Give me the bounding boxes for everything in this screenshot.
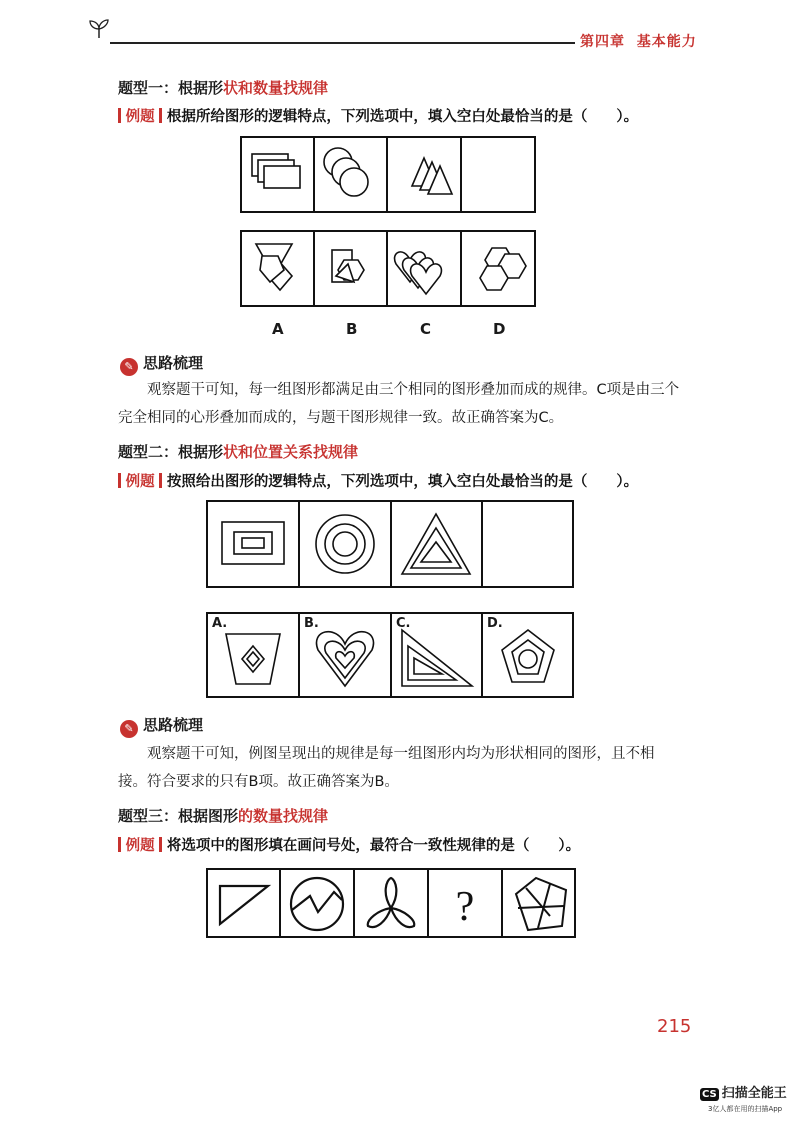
type2-analysis: 观察题干可知，例图呈现出的规律是每一组图形内均为形状相同的图形，且不相接。符合要求的只有B项。故正确答案为B。: [118, 746, 655, 790]
section-label: 基本能力: [636, 34, 697, 50]
option-d-label: D.: [487, 616, 503, 631]
scanner-watermark-sub: 3亿人都在用的扫描App: [708, 1105, 783, 1113]
nested-rectangles: [222, 522, 284, 564]
option-b-label: B: [346, 320, 358, 338]
grid-parallelogram-figure: [516, 878, 566, 930]
type3-figures: [206, 868, 578, 940]
header-rule: [110, 42, 575, 44]
chapter-label: 第四章: [580, 34, 625, 50]
thinking-icon: ✎: [120, 720, 138, 738]
type3-title: 题型三：根据图形的数量找规律: [118, 807, 329, 825]
type1-analysis: 观察题干可知，每一组图形都满足由三个相同的图形叠加而成的规律。C项是由三个完全相同的心形叠加而成的，与题干图形规律一致。故正确答案为C。: [118, 382, 680, 426]
type1-analysis-title: ✎ 思路梳理: [120, 352, 203, 376]
circle-zigzag-figure: [291, 878, 343, 930]
option-d-figure: [502, 630, 554, 682]
stacked-circles: [324, 148, 368, 196]
type2-analysis-title: ✎ 思路梳理: [120, 714, 203, 738]
thinking-icon: ✎: [120, 358, 138, 376]
chapter-header: [580, 31, 697, 51]
type1-options-figures: [240, 230, 540, 310]
nested-triangles: [402, 514, 470, 574]
option-b-label: B.: [304, 616, 319, 631]
option-d-label: D: [493, 320, 506, 338]
type1-example: 例题 根据所给图形的逻辑特点，下列选项中，填入空白处最恰当的是（ ）。: [118, 105, 638, 126]
option-b-figure: [332, 250, 364, 282]
option-c-label: C: [420, 320, 432, 338]
scanner-watermark: CS 扫描全能王: [702, 1086, 787, 1101]
type2-options-figures: [206, 612, 576, 700]
type2-title: 题型二：根据形状和位置关系找规律: [118, 443, 359, 461]
three-petal-figure: [368, 878, 414, 927]
option-c-figure: [395, 252, 442, 294]
type3-example: 例题 将选项中的图形填在画问号处，最符合一致性规律的是（ ）。: [118, 834, 580, 855]
nested-circles: [316, 515, 374, 573]
option-a-figure: [256, 244, 292, 290]
right-triangle-figure: [220, 886, 268, 924]
sprout-icon: [88, 18, 110, 40]
option-c-figure: [402, 630, 472, 686]
question-mark: ?: [455, 884, 475, 930]
option-a-label: A.: [212, 616, 228, 631]
option-a-figure: [226, 634, 280, 684]
stacked-triangles: [412, 158, 452, 194]
stacked-rectangles: [252, 154, 300, 188]
type1-question-figures: [240, 136, 540, 216]
page-number: 215: [657, 1016, 692, 1037]
option-d-figure: [480, 248, 526, 290]
option-a-label: A: [272, 320, 284, 338]
type1-title: 题型一：根据形状和数量找规律: [118, 79, 329, 97]
option-c-label: C.: [396, 616, 411, 631]
type2-question-figures: [206, 500, 576, 590]
type2-example: 例题 按照给出图形的逻辑特点，下列选项中，填入空白处最恰当的是（ ）。: [118, 470, 638, 491]
option-b-figure: [316, 632, 373, 686]
cs-badge: CS: [702, 1089, 717, 1100]
